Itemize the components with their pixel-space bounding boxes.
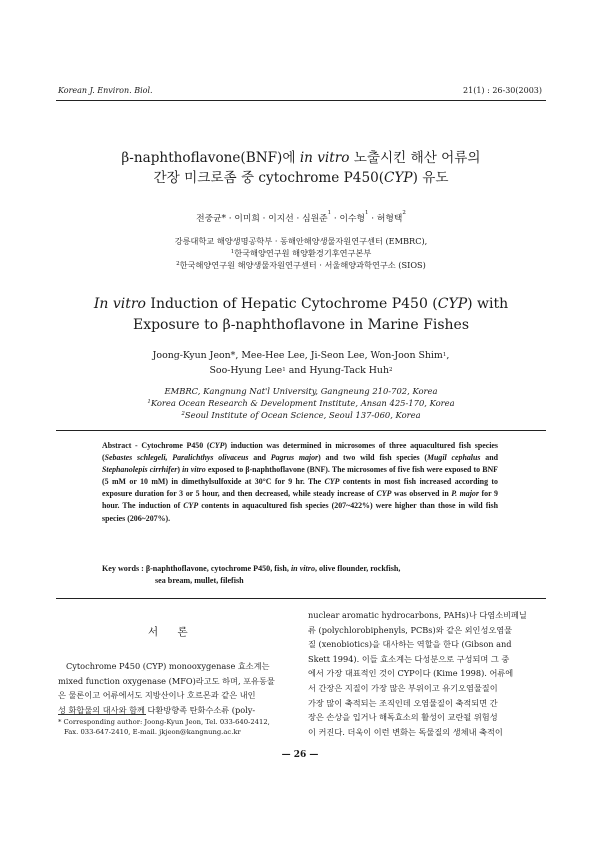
footnote: * Corresponding author: Joong-Kyun Jeon, Tel. 033-640-2412, Fax. 033-647-2410, E-mail. jkjeon@kangnung.ac.kr [58,718,270,736]
korean-title-line-1: β-naphthoflavone(BNF)에 in vitro 노출시킨 해산 어류의 [121,150,481,166]
abstract: Abstract - Cytochrome P450 (CYP) induction was determined in microsomes of three aquacultured fish species (Sebastes schlegeli, Paralichthys olivaceus and Pagrus major) and two wild fish species (Mugil cephalus and Stephanolepis cirrhifer) in vitro exposed to β-naphthoflavone (BNF). The microsomes of five fish were exposed to BNF (5 mM or 10 mM) in dimethylsulfoxide at 30°C for 9 hr. The CYP contents in most fish increased according to exposure duration for 3 or 5 hour, and then decreased, while steady increase of CYP was observed in P. major for 9 hour. The induction of CYP contents in aquacultured fish species (207~422%) were higher than those in wild fish species (206~207%). [102,441,498,523]
keywords-label: Key words : [102,564,146,573]
right-column: nuclear aromatic hydrocarbons, PAHs)나 다염소비페닐 류 (polychlorobiphenyls, PCBs)와 같은 외인성오염물 질 (xenobiotics)을 대사하는 역할을 한다 (Gibson and Skett 1994). 이들 효소계는 다성분으로 구성되며 그 중 에서 가장 대표적인 것이 CYP이다 (Kime 1998). 어류에 서 간장은 지질이 가장 많은 부위이고 유기오염물질이 가장 많이 축적되는 조직인데 오염물질이 축적되면 간 장은 손상을 입거나 해독효소의 활성이 교란될 위험성 이 커진다. 더욱이 이런 변화는 독물질의 생체내 축적이 [308,610,527,737]
english-title-line-2: Exposure to β-naphthoflavone in Marine Fishes [132,317,470,333]
header-rule [56,100,546,101]
keywords: Key words : β-naphthoflavone, cytochrome P450, fish, in vitro, olive flounder, rockfish, sea bream, mullet, filefish [102,564,401,585]
korean-title-line-2: 간장 미크로좀 중 cytochrome P450(CYP) 유도 [153,170,449,186]
journal-name: Korean J. Environ. Biol. [58,86,153,95]
english-title [56,294,546,336]
page-number: — 26 — [281,750,319,760]
volume-info: 21(1) : 26-30(2003) [463,86,542,95]
korean-affiliations: 강릉대학교 해양생명공학부 · 동해안해양생물자원연구센터 (EMBRC), $^1$한국해양연구원 해양환경기후연구본부 $^2$한국해양연구원 해양생물자원연구센터 · 서울해양과학연구소 (SIOS) [174,236,428,270]
korean-authors: 전중균* · 이미희 · 이지선 · 심원준$^1$ · 이수형$^1$ · 허형택$^2$ [196,210,406,224]
korean-title [56,148,546,188]
english-title-line-1: In vitro Induction of Hepatic Cytochrome P450 (CYP) with [93,296,509,312]
abstract-top-rule [56,430,546,431]
abstract-label: Abstract [102,441,132,450]
english-affiliations: EMBRC, Kangnung Nat'l University, Gangneung 210-702, Korea $^1$Korea Ocean Research & Development Institute, Ansan 425-170, Korea $^2$Seoul Institute of Ocean Science, Seoul 137-060, Korea [147,386,455,420]
footnote-rule [58,714,146,715]
left-column: Cytochrome P450 (CYP) monooxygenase 효소계는 mixed function oxygenase (MFO)라고도 하며, 포유동물 은 물론이고 어류에서도 지방산이나 호르몬과 같은 내인 성 화합물의 대사와 함께 다환방향족 탄화수소류 (poly- [58,661,275,715]
english-authors: Joong-Kyun Jeon*, Mee-Hee Lee, Ji-Seon Lee, Won-Joon Shim$^1$, Soo-Hyung Lee$^1$ and Hyung-Tack Huh$^2$ [152,350,450,376]
abstract-bottom-rule [56,598,546,599]
section-heading: 서 론 [148,626,196,638]
